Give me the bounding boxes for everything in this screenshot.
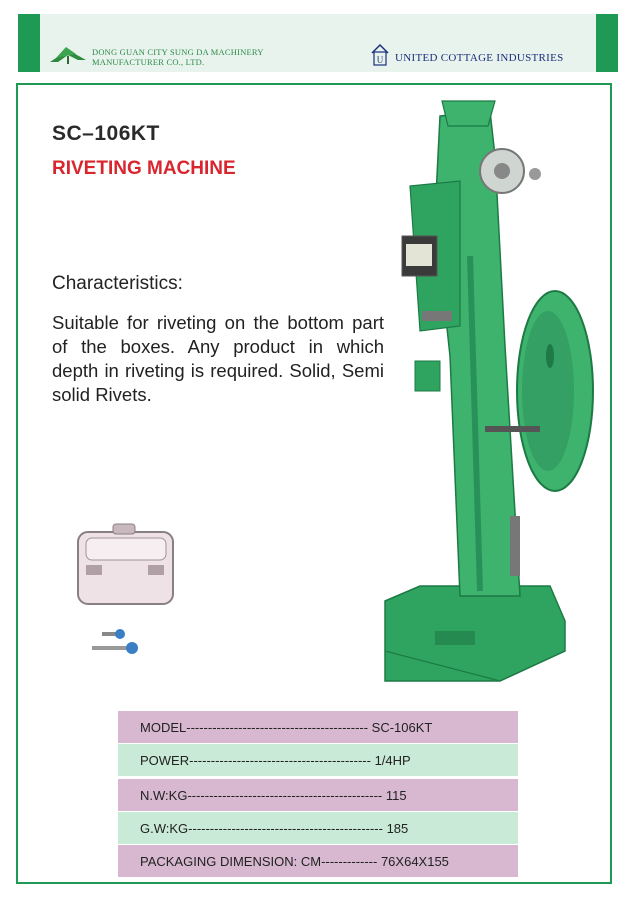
tree-logo-icon [48,44,88,66]
header-left-bar [18,14,40,72]
spec-row-net-weight [118,779,518,811]
spec-value: 115 [385,787,407,803]
spec-leader: --------------------------------------------- [187,787,386,803]
spec-leader: ------------------------------------------ [189,752,375,768]
house-logo-icon [370,43,390,67]
spec-row-gross-weight [118,812,518,844]
spec-label: POWER [140,752,190,768]
spec-label: PACKAGING DIMENSION: CM [140,853,322,869]
spec-row-packaging [118,845,518,877]
company-name-left [92,47,264,67]
spec-value: SC-106KT [371,719,433,735]
spec-row-power [118,744,518,776]
company-name-right: UNITED COTTAGE INDUSTRIES [395,52,564,64]
aluminum-case-image [68,520,178,610]
spec-value: 76X64X155 [380,853,449,869]
spec-label: MODEL [140,719,187,735]
page-title: SC–106KT [52,122,160,145]
spec-leader: ------------- [321,853,381,869]
riveting-machine-image [380,96,600,686]
company-left-line1: DONG GUAN CITY SUNG DA MACHINERY [92,47,264,57]
spec-label: G.W:KG [140,820,189,836]
spec-label: N.W:KG [140,787,188,803]
characteristics-heading: Characteristics: [52,273,183,294]
company-left-line2: MANUFACTURER CO., LTD. [92,57,205,67]
characteristics-text: Suitable for riveting on the bottom part of the boxes. Any product in which depth in riveting is required. Solid, Semi solid Rivets. [52,312,384,405]
spec-row-model [118,711,518,743]
spec-value: 1/4HP [374,752,411,768]
svg-text:U: U [376,55,384,65]
spec-leader: ------------------------------------------ [186,719,372,735]
product-subtitle: RIVETING MACHINE [52,158,236,179]
rivets-image [88,628,148,658]
spec-value: 185 [386,820,409,836]
header-right-bar [596,14,618,72]
spec-leader: --------------------------------------------- [188,820,387,836]
